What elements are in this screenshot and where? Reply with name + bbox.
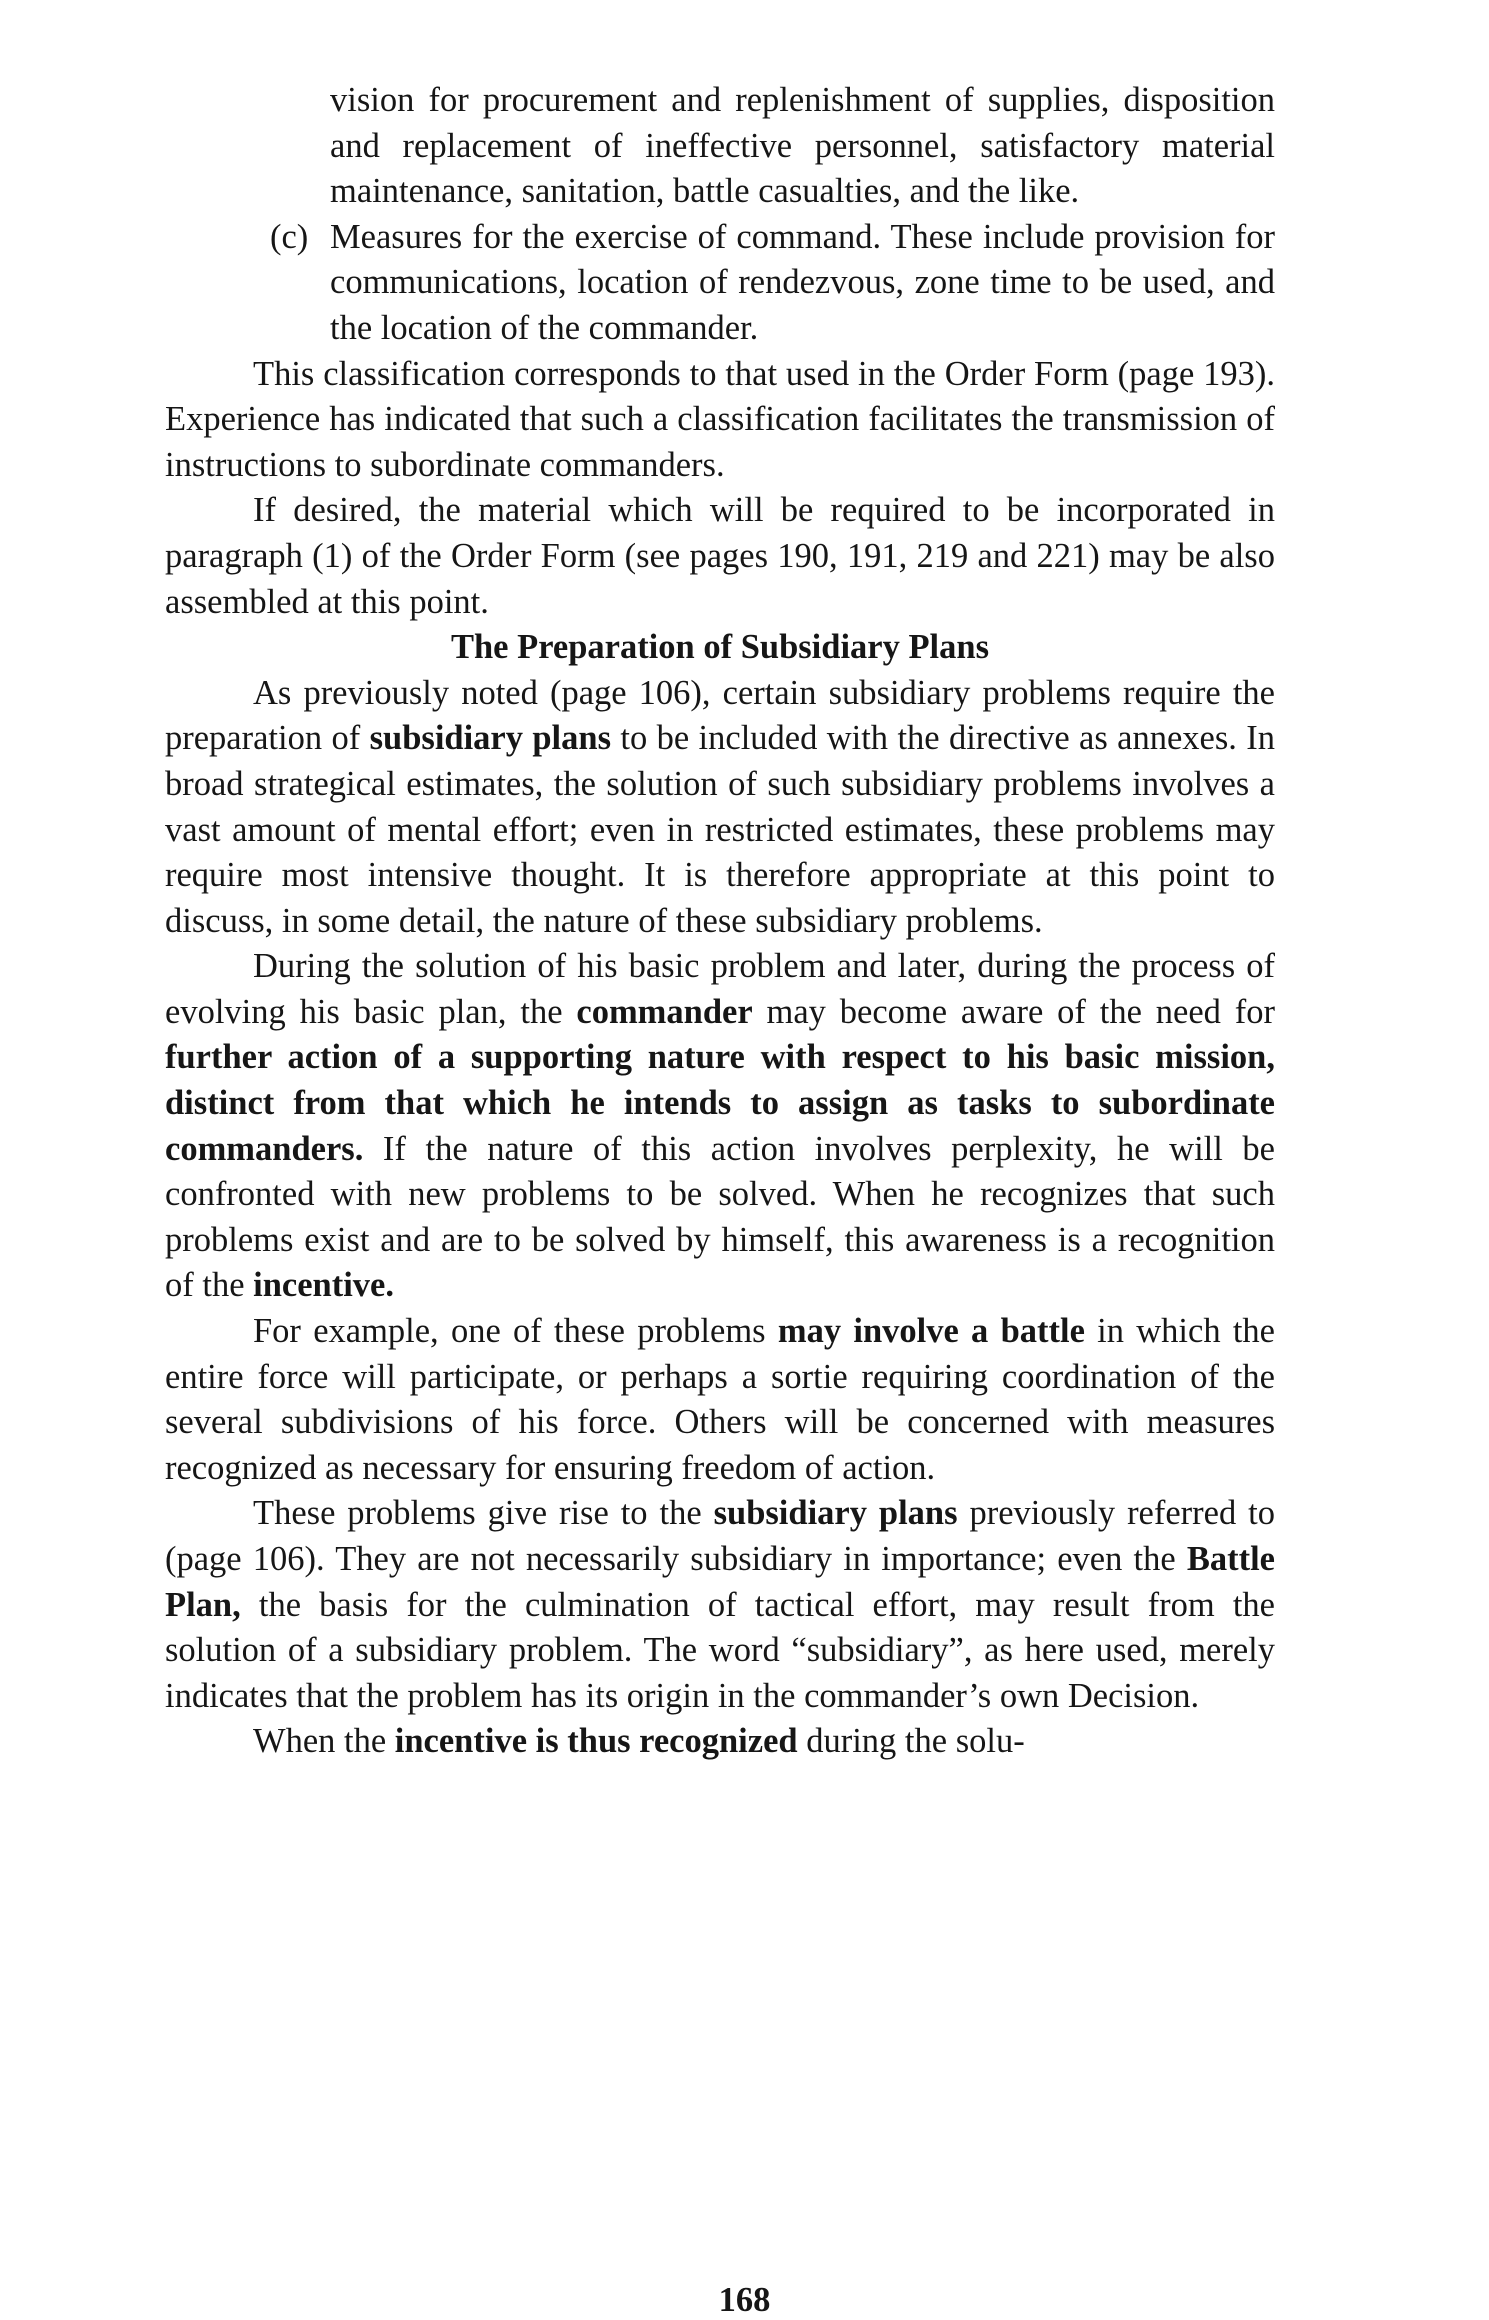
section-heading: The Preparation of Subsidiary Plans bbox=[450, 628, 990, 667]
text-run: These problems give rise to the bbox=[253, 1494, 714, 1533]
text-run: previously referred to (page 106). They are not necessarily subsidiary in importance; even the bbox=[165, 1494, 1275, 1578]
text-run: If the nature of this action involves perplexity, he will be confronted with new problems to be solved. When he recognizes that such problems exist and are to be solved by himself, this awareness is a recognition of the bbox=[165, 1129, 1275, 1305]
paragraph-these-problems bbox=[165, 1491, 1275, 1719]
text-column bbox=[165, 78, 1275, 1765]
paragraph-classification: This classification corresponds to that used in the Order Form (page 193). Experience has indicated that such a classification facilitates the transmission of instructions to subordinate commanders. bbox=[165, 354, 1275, 484]
list-item-b-continuation: vision for procurement and replenishment of supplies, disposition and replacement of ineffective personnel, satisfactory material maintenance, sanitation, battle casualties, and the like. bbox=[330, 81, 1275, 211]
paragraph-previously-noted bbox=[165, 671, 1275, 945]
bold-text-run: incentive is thus recognized bbox=[394, 1722, 798, 1761]
text-run: in which the entire force will participate, or perhaps a sortie requiring coordination of the several subdivisions of his force. Others will be concerned with measures recognized as necessary for ensuring freedom of action. bbox=[165, 1312, 1275, 1487]
bold-text-run: further action of a supporting nature with respect to his basic mission, distinct from that which he intends to assign as tasks to subordinate commanders. bbox=[165, 1038, 1275, 1168]
text-run: During the solution of his basic problem and later, during the process of evolving his basic plan, the bbox=[165, 947, 1275, 1031]
bold-text-run: subsidiary plans bbox=[713, 1494, 958, 1533]
list-item-c-label: (c) bbox=[270, 217, 309, 256]
list-item-c-text: Measures for the exercise of command. These include provision for communications, location of rendezvous, zone time to be used, and the location of the commander. bbox=[330, 217, 1275, 347]
text-run: For example, one of these problems bbox=[253, 1312, 778, 1351]
paragraph-if-desired: If desired, the material which will be required to be incorporated in paragraph (1) of the Order Form (see pages 190, 191, 219 and 221) may be also assembled at this point. bbox=[165, 491, 1275, 621]
bold-text-run: commander bbox=[576, 992, 753, 1031]
text-run: to be included with the directive as annexes. In broad strategical estimates, the solution of such subsidiary problems involves a vast amount of mental effort; even in restricted estimates, these problems may require most intensive thought. It is therefore appropriate at this point to discuss, in some detail, the nature of these subsidiary problems. bbox=[165, 719, 1276, 940]
text-run: As previously noted (page 106), certain subsidiary problems require the preparation of bbox=[165, 673, 1275, 758]
paragraph-during-solution bbox=[165, 944, 1275, 1309]
text-run: during the solu- bbox=[797, 1722, 1025, 1761]
bold-text-run: Battle Plan, bbox=[165, 1540, 1275, 1624]
bold-text-run: subsidiary plans bbox=[369, 719, 612, 758]
page-number: 168 bbox=[718, 2281, 771, 2319]
text-run: When the bbox=[253, 1722, 395, 1761]
bold-text-run: incentive. bbox=[253, 1266, 394, 1305]
list-item-c bbox=[165, 215, 1275, 352]
bold-text-run: may involve a battle bbox=[777, 1312, 1085, 1351]
paragraph-when-incentive bbox=[165, 1719, 1275, 1765]
text-run: the basis for the culmination of tactical effort, may result from the solution of a subsidiary problem. The word “subsidiary”, as here used, merely indicates that the problem has its origin in the commander’s own Decision. bbox=[165, 1585, 1275, 1715]
paragraph-for-example bbox=[165, 1309, 1275, 1491]
text-run: may become aware of the need for bbox=[752, 992, 1275, 1031]
